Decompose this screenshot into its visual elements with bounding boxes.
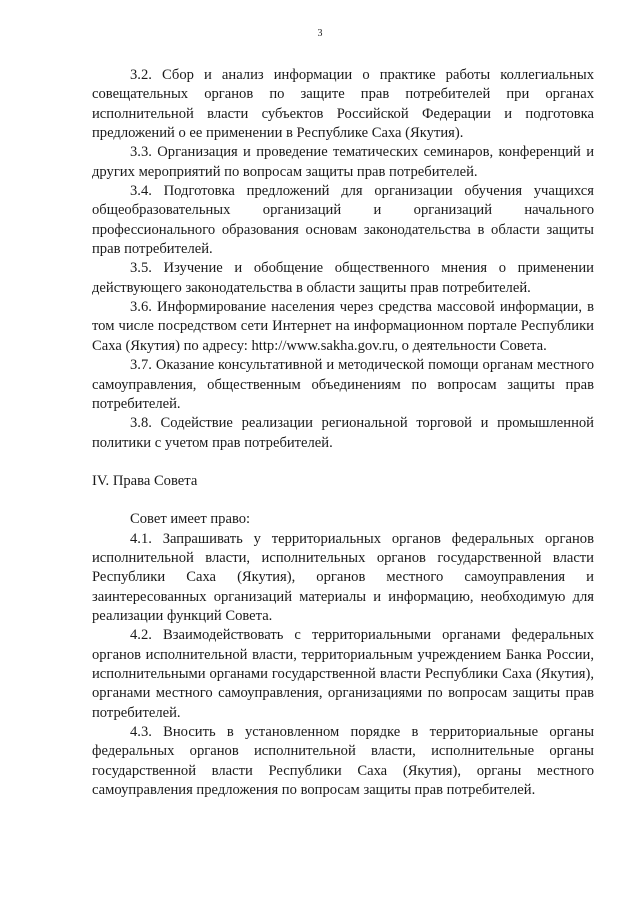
paragraph-3-6: 3.6. Информирование населения через средства массовой информации, в том числе посредством сети Интернет на информационном портале Республики Саха (Якутия) по адресу: http://www.sakha.gov.ru, о деятельности Совета. xyxy=(92,299,594,354)
paragraph-3-8: 3.8. Содействие реализации региональной торговой и промышленной политики с учетом прав потребителей. xyxy=(92,415,594,451)
paragraph-4-2: 4.2. Взаимодействовать с территориальными органами федеральных органов исполнительной власти, территориальным учреждением Банка России, исполнительными органами государственной власти Республики Саха (Якутия), органами местного самоуправления, организациями по вопросам защиты прав потребителей. xyxy=(92,627,594,721)
paragraph-3-7: 3.7. Оказание консультативной и методической помощи органам местного самоуправления, общественным объединениям по вопросам защиты прав потребителей. xyxy=(92,357,594,412)
section-intro: Совет имеет право: xyxy=(130,511,251,528)
section-heading: IV. Права Совета xyxy=(92,472,198,489)
paragraph-3-5: 3.5. Изучение и обобщение общественного мнения о применении действующего законодательства в области защиты прав потребителей. xyxy=(92,260,594,296)
paragraph-3-2: 3.2. Сбор и анализ информации о практике работы коллегиальных совещательных органов по защите прав потребителей при органах исполнительной власти субъектов Российской Федерации и подготовка предложений о ее применении в Республике Саха (Якутия). xyxy=(92,67,594,142)
paragraph-3-4: 3.4. Подготовка предложений для организации обучения учащихся общеобразовательных организаций и организаций начального профессионального образования основам законодательства в области защиты прав потребителей. xyxy=(92,183,594,258)
document-body xyxy=(92,66,594,800)
paragraph-3-3: 3.3. Организация и проведение тематических семинаров, конференций и других мероприятий по вопросам защиты прав потребителей. xyxy=(92,144,594,180)
paragraph-4-3: 4.3. Вносить в установленном порядке в территориальные органы федеральных органов исполнительной власти, исполнительные органы государственной власти Республики Саха (Якутия), органы местного самоуправления предложения по вопросам защиты прав потребителей. xyxy=(92,724,594,799)
page-number: 3 xyxy=(317,28,323,39)
paragraph-4-1: 4.1. Запрашивать у территориальных органов федеральных органов исполнительной власти, исполнительных органов государственной власти Республики Саха (Якутия), органов местного самоуправления и заинтересованных организаций материалы и информацию, необходимую для реализации функций Совета. xyxy=(92,530,594,624)
